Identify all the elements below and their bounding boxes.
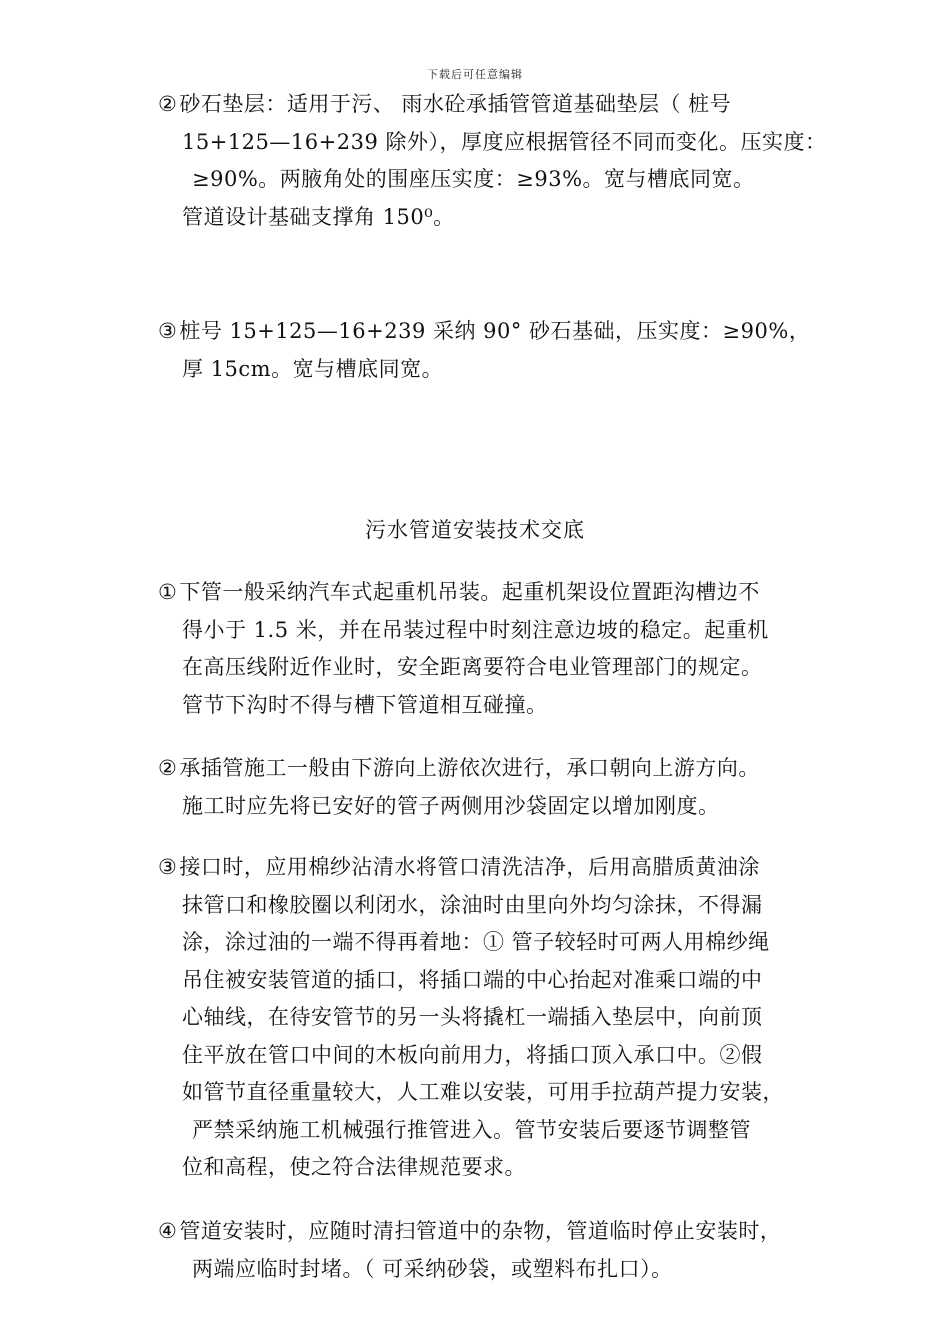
paragraph-line: 管节下沟时不得与槽下管道相互碰撞。: [182, 692, 548, 717]
item-number: ②: [158, 756, 178, 780]
paragraph-socket-construction: [158, 750, 838, 825]
section-title: 污水管道安装技术交底: [365, 518, 585, 542]
paragraph-line: 桩号 15+125—16+239 采纳 90° 砂石基础，压实度：≥90%，: [179, 319, 811, 343]
paragraph-line: 管道设计基础支撑角 150⁰。: [182, 204, 455, 229]
paragraph-line: 抹管口和橡胶圈以利闭水，涂油时由里向外均匀涂抹，不得漏: [182, 892, 763, 917]
item-number: ②: [158, 92, 178, 116]
paragraph-line: 下管一般采纳汽车式起重机吊装。起重机架设位置距沟槽边不: [179, 580, 760, 604]
paragraph-pipe-lowering: [158, 574, 838, 724]
paragraph-line: 如管节直径重量较大，人工难以安装，可用手拉葫芦提力安装，: [182, 1080, 784, 1104]
paragraph-pipe-cleaning: [158, 1213, 838, 1288]
paragraph-line: 严禁采纳施工机械强行推管进入。管节安装后要逐节调整管: [192, 1117, 751, 1142]
paragraph-gravel-bedding: [158, 86, 838, 236]
item-number: ③: [158, 319, 178, 343]
paragraph-line: 吊住被安装管道的插口，将插口端的中心抬起对准乘口端的中: [182, 967, 763, 992]
item-number: ③: [158, 855, 178, 879]
paragraph-line: 15+125—16+239 除外），厚度应根据管径不同而变化。压实度：: [182, 129, 827, 154]
item-number: ④: [158, 1219, 178, 1243]
paragraph-gravel-foundation: [158, 313, 838, 388]
paragraph-line: 涂，涂过油的一端不得再着地：① 管子较轻时可两人用棉纱绳: [182, 930, 770, 954]
item-number: ①: [158, 580, 178, 604]
paragraph-line: 接口时，应用棉纱沾清水将管口清洗洁净，后用高腊质黄油涂: [179, 855, 760, 879]
paragraph-line: 心轴线，在待安管节的另一头将撬杠一端插入垫层中，向前顶: [182, 1005, 763, 1029]
paragraph-line: 在高压线附近作业时，安全距离要符合电业管理部门的规定。: [182, 655, 763, 679]
paragraph-line: 厚 15cm。宽与槽底同宽。: [182, 356, 444, 381]
paragraph-line: 得小于 1.5 米，并在吊装过程中时刻注意边坡的稳定。起重机: [182, 617, 769, 642]
paragraph-line: 施工时应先将已安好的管子两侧用沙袋固定以增加刚度。: [182, 793, 720, 818]
paragraph-line: 住平放在管口中间的木板向前用力，将插口顶入承口中。②假: [182, 1042, 763, 1067]
paragraph-line: 两端应临时封堵。（ 可采纳砂袋，或塑料布扎口）。: [192, 1256, 673, 1281]
paragraph-line: 管道安装时，应随时清扫管道中的杂物，管道临时停止安装时，: [179, 1219, 782, 1243]
paragraph-line: 砂石垫层：适用于污、 雨水砼承插管管道基础垫层（ 桩号: [179, 92, 732, 116]
paragraph-line: ≥90%。两腋角处的围座压实度：≥93%。宽与槽底同宽。: [192, 167, 755, 191]
paragraph-line: 承插管施工一般由下游向上游依次进行，承口朝向上游方向。: [179, 756, 760, 780]
page-header: 下载后可任意编辑: [427, 68, 523, 81]
paragraph-joint-installation: [158, 849, 838, 1187]
paragraph-line: 位和高程，使之符合法律规范要求。: [182, 1155, 526, 1179]
